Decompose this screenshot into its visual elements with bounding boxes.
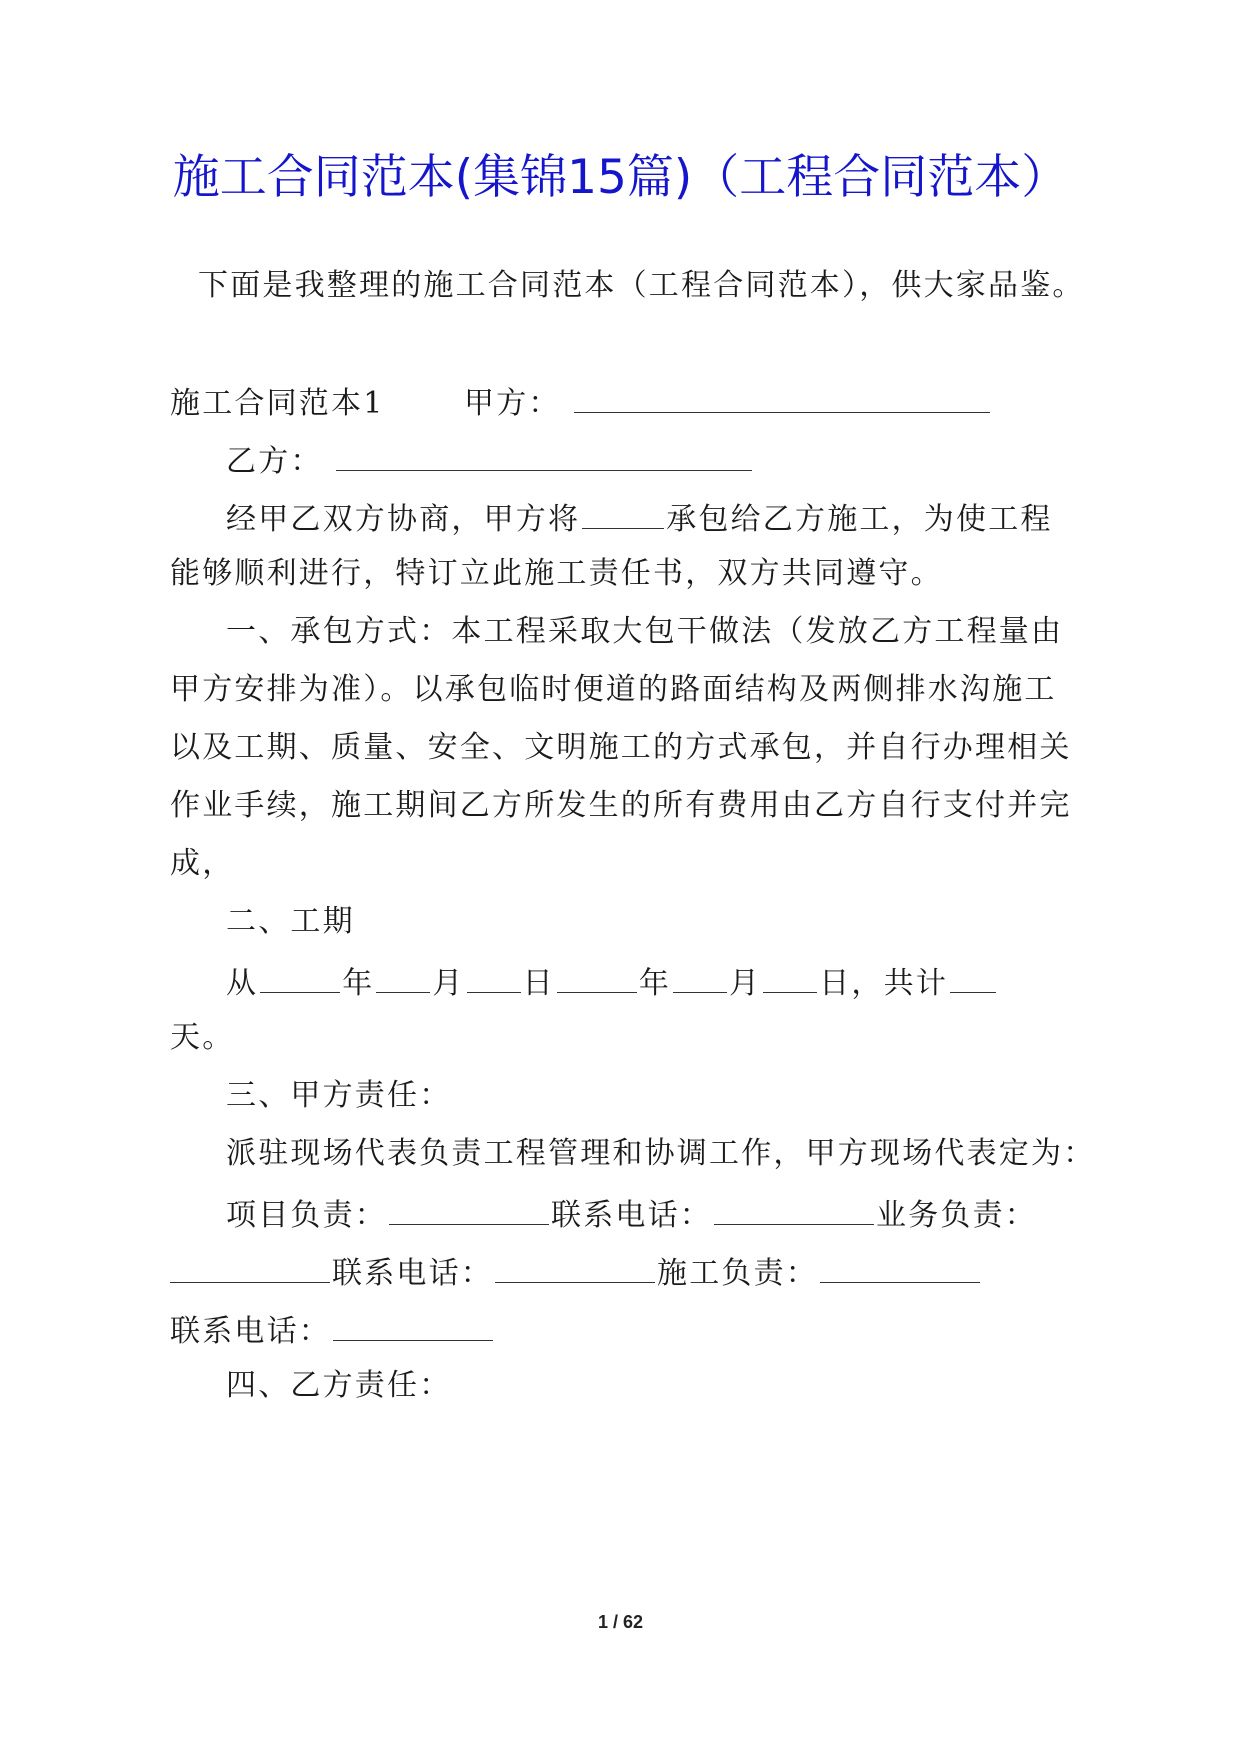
paragraph-2-line-3: 以及工期、质量、安全、文明施工的方式承包，并自行办理相关 [170,730,1072,765]
contact-blank [333,1308,493,1341]
section-1-header [170,380,992,424]
document-title: 施工合同范本(集锦15篇)（工程合同范本） [172,150,1069,205]
contact-label: 施工负责： [657,1256,818,1291]
period-text: 月 [729,966,762,1001]
period-text: 日，共计 [819,966,949,1001]
period-text: 从 [226,966,259,1001]
paragraph-text: 经甲乙双方协商，甲方将 [226,502,581,537]
contacts-line-3 [170,1308,495,1352]
intro-paragraph: 下面是我整理的施工合同范本（工程合同范本），供大家品鉴。 [198,268,1085,303]
section-1-label: 施工合同范本1 [170,386,385,421]
start-year-blank [260,960,340,993]
paragraph-2-line-4: 作业手续，施工期间乙方所发生的所有费用由乙方自行支付并完 [170,788,1072,823]
contact-label: 业务负责： [876,1198,1037,1233]
contact-blank [714,1192,874,1225]
party-a-label: 甲方： [464,386,561,421]
contacts-line-2 [168,1250,982,1294]
end-year-blank [557,960,637,993]
contact-blank [820,1250,980,1283]
end-month-blank [673,960,727,993]
period-text: 月 [432,966,465,1001]
party-b-blank [336,438,752,471]
party-b-line [226,438,754,482]
section-4-heading: 四、乙方责任： [226,1368,452,1403]
contact-label: 项目负责： [226,1198,387,1233]
contact-label: 联系电话： [170,1314,331,1349]
contact-label: 联系电话： [332,1256,493,1291]
section-2-heading: 二、工期 [226,904,355,939]
contact-blank [389,1192,549,1225]
start-day-blank [467,960,521,993]
project-blank [582,496,664,529]
period-line [226,960,998,1004]
end-day-blank [763,960,817,993]
party-a-blank [574,380,990,413]
period-text: 日 [522,966,555,1001]
paragraph-2-line-2: 甲方安排为准）。以承包临时便道的路面结构及两侧排水沟施工 [170,672,1057,707]
paragraph-2-line-1: 一、承包方式：本工程采取大包干做法（发放乙方工程量由 [226,614,1064,649]
days-text: 天。 [170,1020,235,1055]
paragraph-text: 承包给乙方施工，为使工程 [666,502,1053,537]
paragraph-3: 派驻现场代表负责工程管理和协调工作，甲方现场代表定为： [226,1136,1096,1171]
period-text: 年 [638,966,672,1001]
contact-blank [170,1250,330,1283]
party-b-label: 乙方： [226,444,323,479]
contact-blank [495,1250,655,1283]
paragraph-1-line-1 [226,496,1053,540]
page-number: 1 / 62 [597,1612,644,1632]
paragraph-2-line-5: 成， [170,846,235,881]
paragraph-1-line-2: 能够顺利进行，特订立此施工责任书，双方共同遵守。 [170,556,943,591]
period-text: 年 [342,966,375,1001]
total-days-blank [950,960,996,993]
start-month-blank [376,960,430,993]
contacts-line-1 [226,1192,1037,1236]
section-3-heading: 三、甲方责任： [226,1078,452,1113]
contact-label: 联系电话： [551,1198,712,1233]
